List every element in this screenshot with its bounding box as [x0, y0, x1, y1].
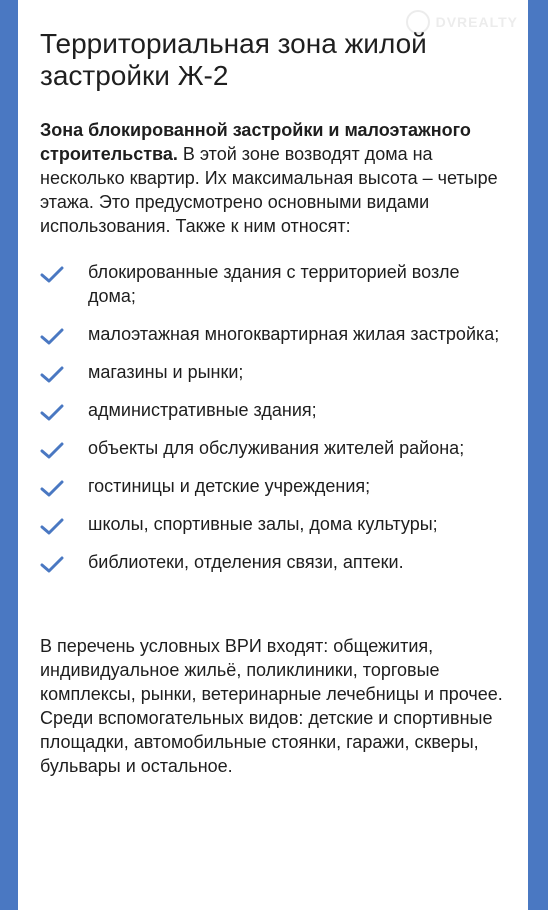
list-item [40, 550, 510, 574]
list-item-text: блокированные здания с территорией возле дома; [88, 262, 460, 306]
list-item [40, 512, 510, 536]
left-accent-bar [0, 0, 18, 910]
article-content [40, 28, 510, 796]
list-item-text: библиотеки, отделения связи, аптеки. [88, 552, 404, 572]
list-item-text: административные здания; [88, 400, 317, 420]
intro-paragraph [40, 118, 510, 238]
watermark-text: DVREALTY [435, 14, 518, 30]
checkmark-icon [40, 442, 64, 460]
checkmark-icon [40, 404, 64, 422]
list-item [40, 474, 510, 498]
checkmark-icon [40, 266, 64, 284]
checkmark-icon [40, 366, 64, 384]
intro-text: В этой зоне возводят дома на несколько квартир. Их максимальная высота – четыре этажа. Это предусмотрено основными видами использования. Также к ним относят: [40, 144, 498, 236]
list-item-text: школы, спортивные залы, дома культуры; [88, 514, 438, 534]
list-item-text: гостиницы и детские учреждения; [88, 476, 371, 496]
list-item [40, 398, 510, 422]
list-item [40, 436, 510, 460]
right-accent-bar [528, 0, 548, 910]
checkmark-icon [40, 328, 64, 346]
list-item [40, 360, 510, 384]
checkmark-icon [40, 518, 64, 536]
checkmark-icon [40, 480, 64, 498]
list-item-text: магазины и рынки; [88, 362, 244, 382]
feature-list [40, 260, 510, 574]
checkmark-icon [40, 556, 64, 574]
list-item [40, 260, 510, 308]
list-item-text: малоэтажная многоквартирная жилая застройка; [88, 324, 500, 344]
page-title: Территориальная зона жилой застройки Ж-2 [40, 28, 427, 91]
intro-bold-text: Зона блокированной застройки и малоэтажного строительства. [40, 120, 471, 164]
list-item [40, 322, 510, 346]
outro-paragraph: В перечень условных ВРИ входят: общежития, индивидуальное жильё, поликлиники, торговые комплексы, рынки, ветеринарные лечебницы и прочее. Среди вспомогательных видов: детские и спортивные площадки, автомобильные стоянки, гаражи, скверы, бульвары и остальное. [40, 636, 503, 776]
list-item-text: объекты для обслуживания жителей района; [88, 438, 465, 458]
